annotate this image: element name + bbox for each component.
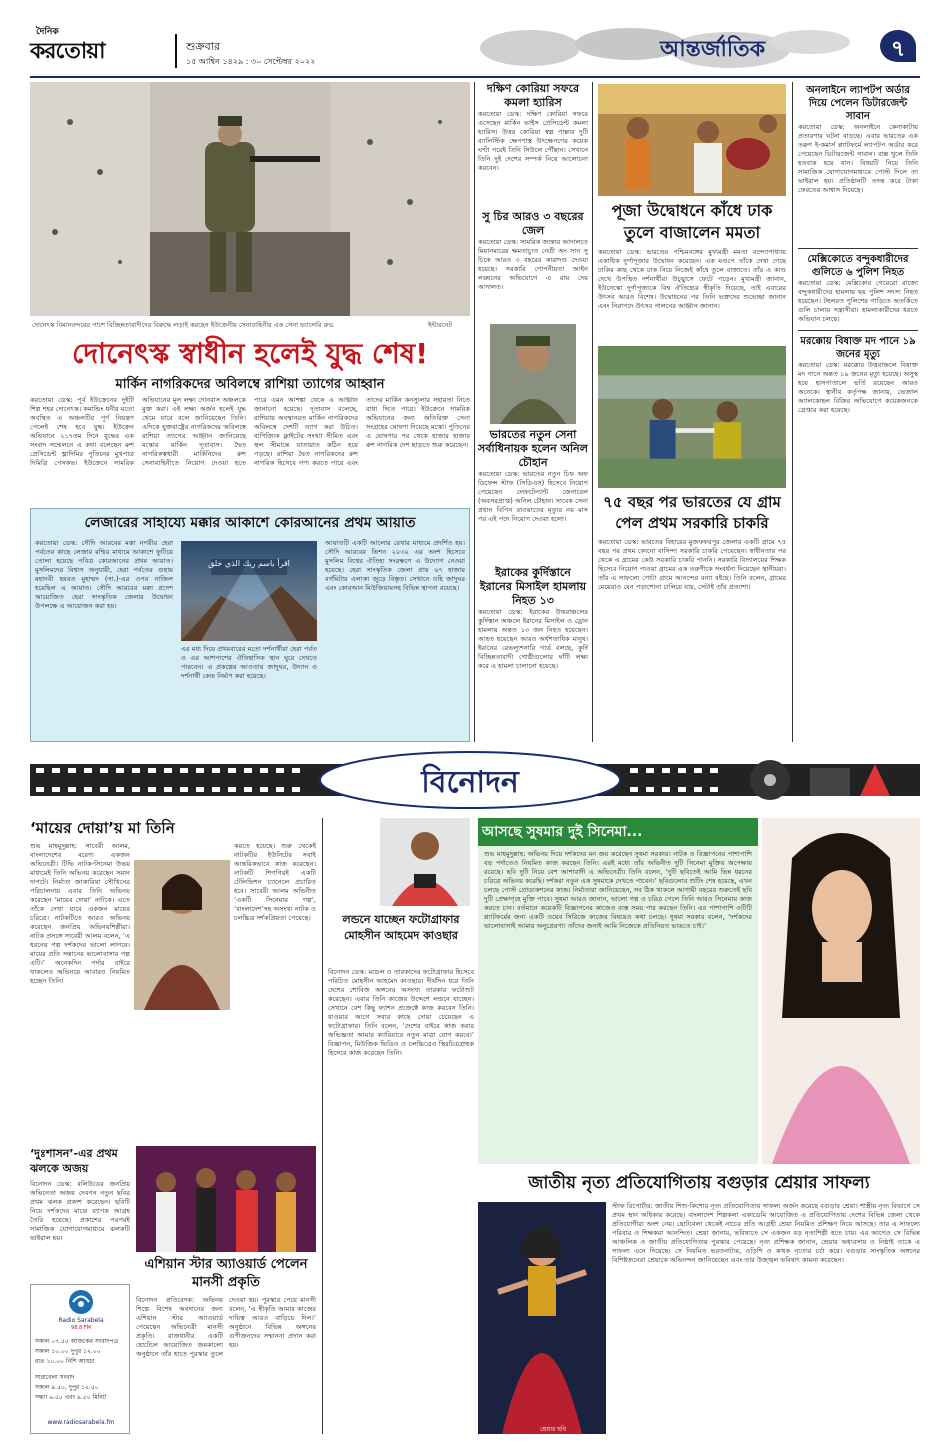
radio-news-time-1: সকাল ৯.৫০, দুপুর ১২.৫০ xyxy=(35,1384,99,1391)
sidebar1-headline-1: দক্ষিণ কোরিয়া সফরে কমলা হ্যারিস xyxy=(486,82,580,109)
radio-name: Radio Sarabela xyxy=(58,1317,104,1324)
radio-sarabela-ad xyxy=(30,1284,130,1434)
photographer-headline: লন্ডনে যাচ্ছেন ফটোগ্রাফার মোহসীন আহমেদ কাওছার xyxy=(342,913,460,942)
mamata-headline: পূজা উদ্বোধনে কাঁধে ঢাক তুলে বাজালেন মমতা xyxy=(611,201,773,242)
mamata-photo xyxy=(598,84,786,196)
column-rule xyxy=(792,344,793,742)
sushmar-body: শুভ মাহমুদুল্লাহ: অভিনয় দিয়ে দর্শকদের মন জয় করেছেন সুষমা সরকার। নাটক ও বিজ্ঞাপনের পাশাপাশি বড় পর্দাতেও নিয়মিত কাজ করছেন তিনি। এরই মধ্যে তাঁর অভিনীত দুটি সিনেমা মুক্তির অপেক্ষায় রয়েছে। ছবি দুটি নিয়ে বেশ আশাবাদী এ অভিনেত্রী। তিনি বলেন, ‘দুটি ছবিতেই আমি ভিন্ন ধরনের চরিত্রে অভিনয় করেছি। দর্শকরা নতুন এক সুষমাকে দেখতে পাবেন।’ ছবিগুলোর শুটিং শেষ হয়েছে, এখন চলছে পোস্ট প্রোডাকশনের কাজ। নির্মাতারা জানিয়েছেন, সব ঠিক থাকলে আগামী বছরের শুরুতেই ছবি দুটি প্রেক্ষাগৃহে মুক্তি পাবে। সুষমা আরও জানান, ভালো গল্প ও চরিত্র পেলে তিনি আরও সিনেমায় কাজ করতে চান। বর্তমানে কয়েকটি বিজ্ঞাপনের কাজেও ব্যস্ত সময় পার করছেন তিনি। এর পাশাপাশি ওটিটি প্ল্যাটফর্মের জন্য একটি ওয়েব সিরিজে কাজের বিষয়েও কথা চলছে। সুষমা সরকার বলেন, ‘দর্শকদের ভালোবাসাই আমার অনুপ্রেরণা। তাঁদের জন্যই আমি নিজেকে প্রতিনিয়ত ভাঙতে চাই।’ xyxy=(484,850,752,930)
sidebar2-headline-2: মেক্সিকোতে বন্দুকধারীদের গুলিতে ৬ পুলিশ নিহত xyxy=(807,254,909,278)
lead-body: করতোয়া ডেস্ক: পূর্ব ইউক্রেনের দুইটি শিল্প শহর দোনেৎস্ক। কমান্ডিং ধনীর মতো অবস্থিত এ অঞ্চলটির পূর্ণ নিয়ন্ত্রণ পেলেই শেষ হবে যুদ্ধ। ইউক্রেন অভিযানে ২১৭তম দিনে যুদ্ধের এক সংবাদ সম্মেলনে এ কথা বলেছেন রুশ প্রেসিডেন্ট ভ্লাদিমির পুতিনের মুখপাত্র দিমিত্রি পেসকভ। ইউক্রেনে সামরিক অভিযানের মূল লক্ষ্য দোনবাস অঞ্চলকে মুক্ত করা। এই লক্ষ্য অর্জন হলেই যুদ্ধ থেমে যাবে বলে জানিয়েছেন তিনি। এদিকে যুক্তরাষ্ট্রের নাগরিকদের অবিলম্বে রাশিয়া ত্যাগের আহ্বান জানিয়েছে মস্কোর মার্কিন দূতাবাস। দ্বৈত নাগরিকত্বধারী মার্কিনিদের রুশ সেনাবাহিনীতে নিয়োগ দেওয়া হতে পারে এমন আশঙ্কা থেকে এ আহ্বান জানানো হয়েছে। দূতাবাস বলেছে, রাশিয়ায় অবস্থানরত মার্কিন নাগরিকদের অবিলম্বে দেশটি ত্যাগ করা উচিত। বাণিজ্যিক ফ্লাইটের সংখ্যা সীমিত এবং স্থল সীমান্তে যাতায়াত কঠিন হয়ে পড়ছে। রাশিয়া দ্বৈত নাগরিকদের রুশ নাগরিক হিসেবে গণ্য করতে পারে এবং তাদের মার্কিন কনস্যুলার সহায়তা নিতে বাধা দিতে পারে। ইউক্রেনে সামরিক অভিযানের জন্য অতিরিক্ত সেনা সংগ্রহের ঘোষণা দিয়েছে মস্কো। পুতিনের এ ঘোষণার পর থেকে হাজার হাজার রুশ নাগরিক দেশ ছাড়তে শুরু করেছেন। xyxy=(30,396,470,467)
sidebar1-story-3 xyxy=(478,428,588,562)
masthead-divider xyxy=(175,34,177,68)
radio-frequency: 98.8 FM xyxy=(71,1325,91,1331)
lead-subhead: মার্কিন নাগরিকদের অবিলম্বে রাশিয়া ত্যাগের আহ্বান xyxy=(115,377,385,392)
dance-photo-credit: শ্রেয়ার ছবি xyxy=(540,1426,566,1433)
sidebar1-body-1: করতোয়া ডেস্ক: দক্ষিণ কোরিয়া সফরে এসেছেন মার্কিন ভাইস প্রেসিডেন্ট কমলা হ্যারিস। উত্তর কোরিয়া স্বল্প পাল্লার দুটি ব্যালিস্টিক ক্ষেপণাস্ত্র উৎক্ষেপণের কয়েক ঘণ্টা পরেই তিনি সিউলে পৌঁছান। সেখানে তিনি দুই দেশের সম্পর্ক নিয়ে আলোচনা করবেন। xyxy=(478,110,588,172)
sidebar2-headline-3: মরক্কোয় বিষাক্ত মদ পানে ১৯ জনের মৃত্যু xyxy=(800,336,916,360)
sidebar1-headline-3: ভারতের নতুন সেনা সর্বাধিনায়ক হলেন অনিল চৌহান xyxy=(478,428,588,469)
section-title: আন্তর্জাতিক xyxy=(660,37,766,62)
dance-body: স্টাফ রিপোর্টার: জাতীয় শিশু-কিশোর নৃত্য প্রতিযোগিতায় সাফল্য অর্জন করেছে বগুড়ার শ্রেয়া। শাস্ত্রীয় নৃত্য বিভাগে সে প্রথম স্থান অধিকার করেছে। বাংলাদেশ শিল্পকলা একাডেমি আয়োজিত এ প্রতিযোগিতায় দেশের বিভিন্ন জেলা থেকে প্রতিযোগীরা অংশ নেয়। ছোটবেলা থেকেই নাচের প্রতি আগ্রহী শ্রেয়া নিয়মিত প্রশিক্ষণ নিয়ে আসছে। তার এ সাফল্যে পরিবার ও শিক্ষকরা আনন্দিত। শ্রেয়া জানায়, ভবিষ্যতে সে একজন বড় নৃত্যশিল্পী হতে চায়। এর আগেও সে বিভিন্ন আঞ্চলিক ও জাতীয় প্রতিযোগিতায় পুরস্কার পেয়েছে। নৃত্য প্রশিক্ষক জানান, শ্রেয়ার অধ্যবসায় ও নিষ্ঠাই তাকে এ সাফল্য এনে দিয়েছে। সে নিয়মিত ভরতনাট্যম, ওড়িশি ও কত্থক নৃত্যের চর্চা করে। বগুড়ার সাংস্কৃতিক অঙ্গনের বিশিষ্টজনেরা শ্রেয়াকে অভিনন্দন জানিয়েছেন এবং তার উজ্জ্বল ভবিষ্যৎ কামনা করেছেন। xyxy=(612,1202,920,1264)
asian-headline: এশিয়ান স্টার অ্যাওয়ার্ড পেলেন মানসী প্রকৃতি xyxy=(144,1257,308,1290)
column-rule xyxy=(592,82,593,742)
sushmar-story xyxy=(478,818,758,1164)
binodon-banner xyxy=(30,750,920,810)
radio-news-title: সারাবেলা সংবাদ xyxy=(35,1374,75,1381)
lead-photo-caption: দোনেৎস্ক বিমানবন্দরের পাশে বিচ্ছিন্নতাবাদীদের বিরুদ্ধে লড়াই করছেন ইউক্রেনীয় সেনাবাহিনীর এক সেনা ভ্যালেরি রুড xyxy=(32,321,334,329)
anil-chauhan-photo xyxy=(490,324,576,424)
photographer-body: বিনোদন ডেস্ক: মডেল ও তারকাদের ফটোগ্রাফার হিসেবে পরিচিত মোহসীন আহমেদ কাওছার। দীর্ঘদিন ধরে তিনি দেশের শোবিজ অঙ্গনের অসংখ্য তারকার ফটোশুট করেছেন। এবার তিনি কাজের উদ্দেশে লন্ডনে যাচ্ছেন। সেখানে বেশ কিছু ফ্যাশন প্রজেক্টে কাজ করবেন তিনি। যাওয়ার আগে সবার কাছে দোয়া চেয়েছেন এ ফটোগ্রাফার। তিনি বলেন, ‘দেশের বাইরে কাজ করার অভিজ্ঞতা আমার ক্যারিয়ারে নতুন মাত্রা যোগ করবে।’ বিজ্ঞাপন, মিউজিক ভিডিও ও চলচ্চিত্রেও স্থিরচিত্রগ্রাহক হিসেবে কাজ করেছেন তিনি। xyxy=(328,968,474,1057)
dushmon-headline: ‘দুঃশাসন’-এর প্রথম ঝলকে অজয় xyxy=(30,1147,118,1175)
village-photo xyxy=(598,346,786,488)
dushmon-body: বিনোদন ডেস্ক: বলিউডের জনপ্রিয় অভিনেতা অজয় দেবগন নতুন ছবির প্রথম ঝলক প্রকাশ করেছেন। ছবিটি নিয়ে দর্শকদের মাঝে ব্যাপক আগ্রহ তৈরি হয়েছে। প্রকাশের পরপরই সামাজিক যোগাযোগমাধ্যমে ঝলকটি ভাইরাল হয়। xyxy=(30,1180,130,1242)
radio-schedule-2: সকাল ১০.০০ দুপুর ১২.০০ xyxy=(35,1348,101,1355)
page-number: ৭ xyxy=(890,37,906,62)
lead-photo xyxy=(30,82,470,316)
lead-headline: দোনেৎস্ক স্বাধীন হলেই যুদ্ধ শেষ! xyxy=(71,337,429,370)
mayer-body: শুভ মাহমুদুল্লাহ: সাবেরী আলম, বাংলাদেশের বরেণ্য একজন অভিনেত্রী। টিভি নাটক-সিনেমা উভয় মাধ্যমেই তিনি অভিনয় করেছেন সমান দাপটে। নির্মাতা জাকারিয়া সৌখিনের পরিচালনায় এবার তিনি অভিনয় করেছেন ‘মায়ের দোয়া’ নাটকে। এতে তাঁকে দেখা যাবে একজন মায়ের চরিত্রে। নাটকটিতে আরও অভিনয় করেছেন জনপ্রিয় অভিনয়শিল্পীরা। নাটক প্রসঙ্গে সাবেরী আলম বলেন, ‘এ ধরনের গল্প দর্শকদের ভালো লাগবে। মায়ের প্রতি সন্তানের ভালোবাসার গল্প এটি।’ অনেকদিন পর্দার বাইরে থাকলেও অভিনয়ে আবারও নিয়মিত হচ্ছেন তিনি। xyxy=(30,842,130,985)
day-label: শুক্রবার xyxy=(186,40,221,53)
radio-news-time-2: সন্ধ্যা ৬.৫০ এবং ৯.৫০ মিনিট xyxy=(35,1394,107,1401)
masthead xyxy=(0,0,945,80)
radio-schedule-3: রাত ১০.০০ নিশি আড্ডা xyxy=(35,1358,95,1365)
binodon-title: বিনোদন xyxy=(421,765,519,800)
laser-body-3: আয়াতটি একটি আলোর রেখার মাধ্যমে প্রদর্শিত হয়। সৌদি আরবের ভিশন ২০৩০ এর অংশ হিসেবে মুসলিম বিশ্বের ঐতিহ্য সংরক্ষণে এ উদ্যোগ নেওয়া হয়েছে। হেরা সাংস্কৃতিক জেলা প্রায় ৬৭ হাজার বর্গমিটার এলাকা জুড়ে বিস্তৃত। সেখানে ওহি জাদুঘর এবং কোরআন মিউজিয়ামসহ বিভিন্ন স্থাপনা রয়েছে। xyxy=(325,539,465,592)
sidebar1-headline-2: সু চির আরও ৩ বছরের জেল xyxy=(482,210,584,237)
logo-small: দৈনিক xyxy=(36,27,59,37)
sidebar1-story-1 xyxy=(478,82,588,206)
sidebar2-headline-1: অনলাইনে ল্যাপটপ অর্ডার দিয়ে পেলেন ডিটারজেন্ট সাবান xyxy=(806,85,910,122)
sidebar2-body-3: করতোয়া ডেস্ক: মরক্কোর উত্তরাঞ্চলে বিষাক্ত মদ পানে অন্তত ১৯ জনের মৃত্যু হয়েছে। অসুস্থ হয়ে হাসপাতালে ভর্তি রয়েছেন আরও অনেকে। স্থানীয় কর্তৃপক্ষ জানায়, ভেজাল অ্যালকোহল বিক্রির অভিযোগে কয়েকজনকে গ্রেপ্তার করা হয়েছে। xyxy=(798,361,918,414)
sushma-photo xyxy=(762,818,920,1164)
dance-photo xyxy=(478,1202,606,1434)
sidebar2-story-3 xyxy=(798,330,918,415)
sidebar2-body-1: করতোয়া ডেস্ক: অনলাইনে কেনাকাটায় প্রতারণার ঘটনা বাড়ছে। এবার ভারতের এক তরুণ ই-কমার্স প্ল্যাটফর্মে ল্যাপটপ অর্ডার করে পেয়েছেন ডিটারজেন্ট সাবান। বাক্স খুলে তিনি হতবাক হয়ে যান। বিষয়টি নিয়ে তিনি সামাজিক যোগাযোগমাধ্যমে পোস্ট দিলে তা ভাইরাল হয়। প্রতিষ্ঠানটি তদন্ত করে টাকা ফেরতের আশ্বাস দিয়েছে। xyxy=(798,123,918,194)
sidebar1-story-2 xyxy=(478,210,588,320)
village-headline: ৭৫ বছর পর ভারতের যে গ্রাম পেল প্রথম সরকারি চাকরি xyxy=(603,493,781,532)
sidebar1-story-4 xyxy=(478,566,588,742)
laser-photo-text: اقرأ باسم ربك الذي خلق xyxy=(208,559,290,568)
sidebar2-body-2: করতোয়া ডেস্ক: মেক্সিকোর গেরেরো রাজ্যে বন্দুকধারীদের হামলায় ছয় পুলিশ সদস্য নিহত হয়েছেন। টহলরত পুলিশের গাড়িতে অতর্কিতে গুলি চালায় সন্ত্রাসীরা। হামলাকারীদের ধরতে অভিযান চলছে। xyxy=(798,279,918,323)
photographer-photo xyxy=(380,818,470,906)
sabery-alam-photo xyxy=(134,860,230,1010)
column-rule xyxy=(474,82,475,742)
sidebar1-body-3: করতোয়া ডেস্ক: ভারতের নতুন চিফ অফ ডিফেন্স স্টাফ (সিডিএস) হিসেবে নিয়োগ পেয়েছেন লেফটেন্যান্ট জেনারেল (অবসরপ্রাপ্ত) অনিল চৌহান। সাবেক সেনা প্রধান বিপিন রাওয়াতের মৃত্যুর নয় মাস পর এই পদে নিয়োগ দেওয়া হলো। xyxy=(478,470,588,523)
date-label: ১৫ আশ্বিন ১৪২৯ : ৩০ সেপ্টেম্বর ২০২২ xyxy=(186,57,316,66)
radio-url[interactable]: www.radiosarabela.fm xyxy=(47,1419,115,1426)
laser-body-1: করতোয়া ডেস্ক: সৌদি আরবের মক্কা নগরীর হেরা পর্বতের কাছে লেজার রশ্মির মাধ্যমে আকাশে ফুটিয়ে তোলা হয়েছে পবিত্র কোরআনের প্রথম আয়াত। মুসলিমদের বিশ্বাস অনুযায়ী, হেরা পর্বতের গুহায় মহানবী হযরত মুহাম্মদ (সা.)-এর ওপর নাজিল হয়েছিল এ আয়াত। সৌদি আরবের মক্কা প্রদেশ আয়োজিত হেরা সাংস্কৃতিক জেলার উদ্বোধন উপলক্ষে এ আয়োজন করা হয়। xyxy=(35,539,173,610)
laser-story xyxy=(30,508,470,742)
sidebar2-story-2 xyxy=(798,248,918,324)
asian-award-photo xyxy=(136,1146,316,1252)
sidebar1-body-2: করতোয়া ডেস্ক: সামরিক জান্তার আদালতে মিয়ানমারের ক্ষমতাচ্যুত নেত্রী অং সান সু চিকে আরও ৩ বছরের কারাদণ্ড দেওয়া হয়েছে। সরকারি গোপনীয়তা আইন লঙ্ঘনের অভিযোগে এ রায় দেয় আদালত। xyxy=(478,238,588,291)
dance-headline: জাতীয় নৃত্য প্রতিযোগিতায় বগুড়ার শ্রেয়ার সাফল্য xyxy=(528,1173,870,1193)
column-rule xyxy=(792,82,793,344)
sushmar-headline: আসছে সুষমার দুই সিনেমা... xyxy=(482,824,643,840)
sidebar1-headline-4: ইরাকের কুর্দিস্তানে ইরানের মিসাইল হামলায় নিহত ১৩ xyxy=(479,566,587,607)
village-body: করতোয়া ডেস্ক: ভারতের বিহারের মুজফফরপুর জেলার একটি গ্রামে ৭৫ বছর পর প্রথম কোনো বাসিন্দা সরকারি চাকরি পেয়েছেন। স্বাধীনতার পর থেকে এ গ্রামের কেউ সরকারি চাকরি পাননি। সরকারি বিদ্যালয়ের শিক্ষক হিসেবে নিয়োগ পাওয়া গ্রামের এক তরুণীকে সংবর্ধনা দিয়েছেন স্থানীয়রা। তাঁর এ সাফল্যে গোটা গ্রামে আনন্দের বন্যা বইছে। তিনি বলেন, গ্রামের মেয়েরাও যেন পড়াশোনা চালিয়ে যায়, সেটাই তাঁর প্রত্যাশা। xyxy=(598,538,786,591)
sidebar2-story-1 xyxy=(798,84,918,244)
radio-logo-icon xyxy=(63,1289,99,1315)
column-rule xyxy=(322,818,323,1434)
laser-body-2: এর মধ্য দিয়ে প্রথমবারের মতো দর্শনার্থীরা হেরা পর্বত ও এর আশপাশের ঐতিহাসিক স্থান ঘুরে দেখতে পারবেন। এ প্রকল্পের আওতায় জাদুঘর, উদ্যান ও দর্শনার্থী কেন্দ্র নির্মাণ করা হয়েছে। xyxy=(181,645,317,680)
lead-photo-credit: ইন্টারনেট xyxy=(428,321,452,329)
asian-body: বিনোদন প্রতিবেদক: অভিনয় শিল্পে বিশেষ অবদানের জন্য এশিয়ান স্টার অ্যাওয়ার্ড পেয়েছেন অভিনেত্রী মানসী প্রকৃতি। রাজধানীর একটি হোটেলে আয়োজিত জমকালো অনুষ্ঠানে তাঁর হাতে পুরস্কার তুলে দেওয়া হয়। পুরস্কার পেয়ে মানসী বলেন, ‘এ স্বীকৃতি আমার কাজের দায়িত্ব আরও বাড়িয়ে দিল।’ অনুষ্ঠানে বিভিন্ন অঙ্গনের গুণীজনদের সম্মাননা প্রদান করা হয়। xyxy=(136,1296,316,1358)
mamata-body: করতোয়া ডেস্ক: ভারতের পশ্চিমবঙ্গের মুখ্যমন্ত্রী মমতা বন্দ্যোপাধ্যায় একাধিক দুর্গাপূজার উদ্বোধন করেছেন। এক মণ্ডপে তাঁকে দেখা গেছে ঢাকির কাছ থেকে ঢাক নিয়ে নিজেই কাঁধে তুলে বাজাতে। তাঁর এ কাণ্ড দেখে উপস্থিত দর্শনার্থীরা উচ্ছ্বাসে ফেটে পড়েন। মুখ্যমন্ত্রী জানান, ইউনেস্কো দুর্গাপূজাকে বিশ্ব ঐতিহ্যের স্বীকৃতি দিয়েছে, তাই এবারের উৎসব আরও বিশেষ। উদ্বোধনের পর তিনি ভক্তদের শুভেচ্ছা জানান এবং নিরাপদে উৎসব পালনের আহ্বান জানান। xyxy=(598,248,786,310)
laser-headline: লেজারের সাহায্যে মক্কার আকাশে কোরআনের প্রথম আয়াত xyxy=(84,515,416,531)
radio-schedule-1: সকাল ০৭.৫৫ আজকের সংবাদপত্র xyxy=(35,1338,119,1345)
sidebar2-more-stories xyxy=(798,248,918,742)
masthead-rule xyxy=(30,76,920,78)
mayer-headline: ‘মায়ের দোয়া’য় মা তিনি xyxy=(30,819,175,837)
laser-photo xyxy=(181,541,317,641)
logo: করতোয়া xyxy=(30,39,105,64)
sidebar1-body-4: করতোয়া ডেস্ক: ইরাকের উত্তরাঞ্চলের কুর্দিস্তান অঞ্চলে ইরানের মিসাইল ও ড্রোন হামলায় অন্তত ১৩ জন নিহত হয়েছেন। আহত হয়েছেন আরও অর্ধশতাধিক মানুষ। ইরানের রেভল্যুশনারি গার্ড বলছে, কুর্দি বিচ্ছিন্নতাবাদী গোষ্ঠীগুলোর ঘাঁটি লক্ষ্য করে এ হামলা চালানো হয়েছে। xyxy=(478,608,588,670)
mayer-body-2: করতে হয়েছে। শুরু থেকেই নাটকটির ইউনিটের সবাই আন্তরিকভাবে কাজ করেছেন। নাটকটি শিগগিরই একটি টেলিভিশন চ্যানেলে প্রচারিত হবে। সাবেরী আলম অভিনীত ‘একটি সিনেমার গল্প’, ‘বাংলাদেশ’সহ অসংখ্য নাটক ও চলচ্চিত্র দর্শকপ্রিয়তা পেয়েছে। xyxy=(234,842,316,922)
